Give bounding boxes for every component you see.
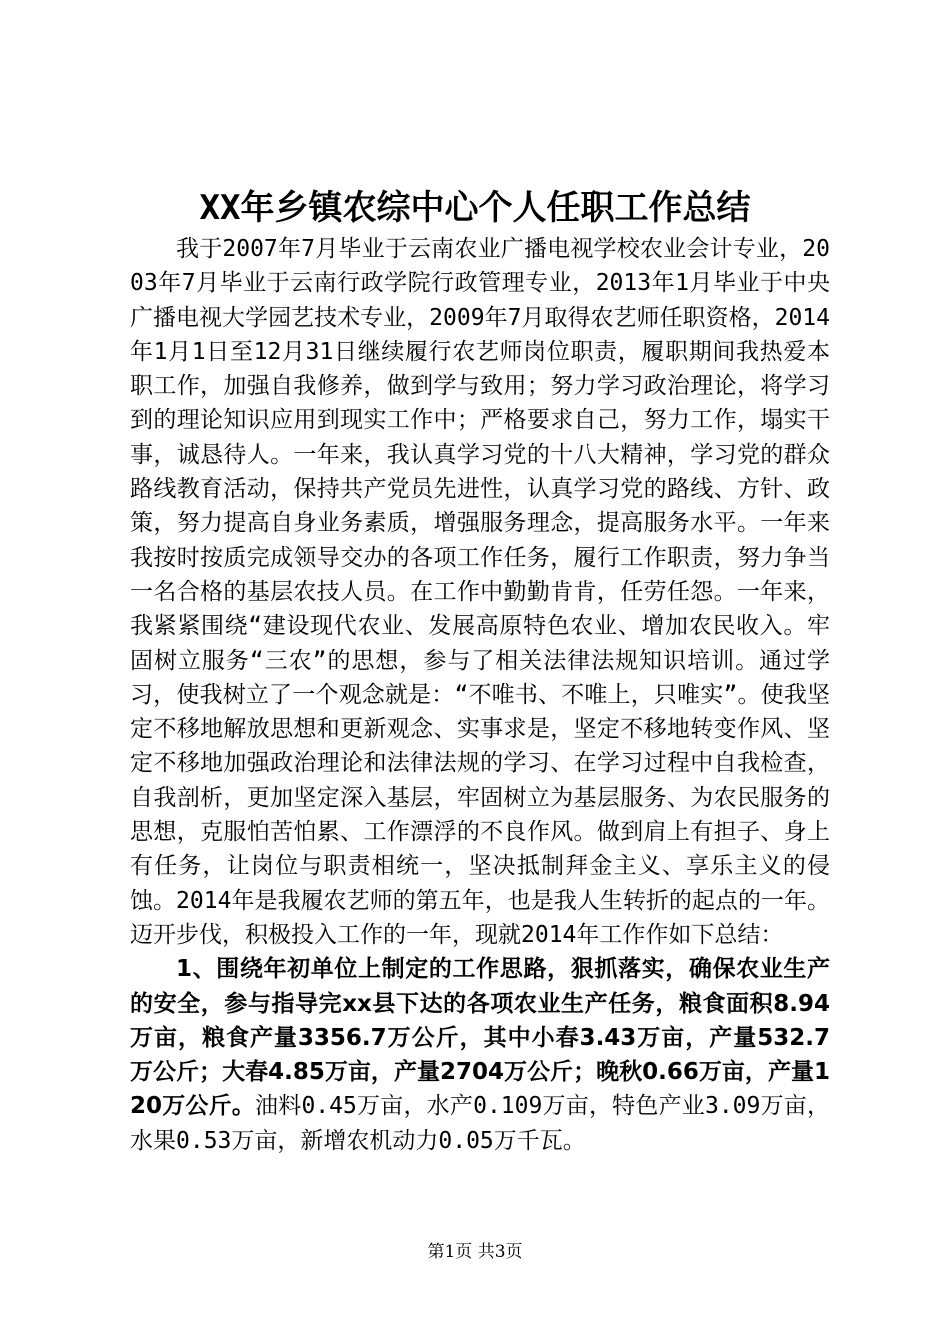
document-title: XX年乡镇农综中心个人任职工作总结 <box>199 188 751 228</box>
paragraph-intro: 我于2007年7月毕业于云南农业广播电视学校农业会计专业，2003年7月毕业于云南行政学院行政管理专业，2013年1月毕业于中央广播电视大学园艺技术专业，2009年7月取得农艺师任职资格，2014年1月1日至12月31日继续履行农艺师岗位职责，履职期间我热爱本职工作，加强自我修养，做到学与致用；努力学习政治理论，将学习到的理论知识应用到现实工作中；严格要求自己，努力工作，塌实干事，诚恳待人。一年来，我认真学习党的十八大精神，学习党的群众路线教育活动，保持共产党员先进性，认真学习党的路线、方针、政策，努力提高自身业务素质，增强服务理念，提高服务水平。一年来我按时按质完成领导交办的各项工作任务，履行工作职责，努力争当一名合格的基层农技人员。在工作中勤勤肯肯，任劳任怨。一年来，我紧紧围绕“建设现代农业、发展高原特色农业、增加农民收入。牢固树立服务“三农”的思想，参与了相关法律法规知识培训。通过学习，使我树立了一个观念就是：“不唯书、不唯上，只唯实”。使我坚定不移地解放思想和更新观念、实事求是，坚定不移地转变作风、坚定不移地加强政治理论和法律法规的学习、在学习过程中自我检查，自我剖析，更加坚定深入基层，牢固树立为基层服务、为农民服务的思想，克服怕苦怕累、工作漂浮的不良作风。做到肩上有担子、身上有任务，让岗位与职责相统一，坚决抵制拜金主义、享乐主义的侵蚀。2014年是我履农艺师的第五年，也是我人生转折的起点的一年。迈开步伐，积极投入工作的一年，现就2014年工作作如下总结： <box>130 236 830 948</box>
document-body <box>130 232 830 1158</box>
paragraph-summary-1 <box>130 952 830 1158</box>
page-footer: 第1页 共3页 <box>427 1242 523 1262</box>
paragraph-summary-1-bold: 1、围绕年初单位上制定的工作思路，狠抓落实，确保农业生产的安全，参与指导完xx县下达的各项农业生产任务，粮食面积8.94万亩，粮食产量3356.7万公斤，其中小春3.43万亩，产量532.7万公斤；大春4.85万亩，产量2704万公斤；晚秋0.66万亩，产量120万公斤。 <box>130 956 830 1120</box>
paragraph-summary-1-normal: 油料0.45万亩，水产0.109万亩，特色产业3.09万亩，水果0.53万亩，新增农机动力0.05万千瓦。 <box>130 1093 830 1154</box>
